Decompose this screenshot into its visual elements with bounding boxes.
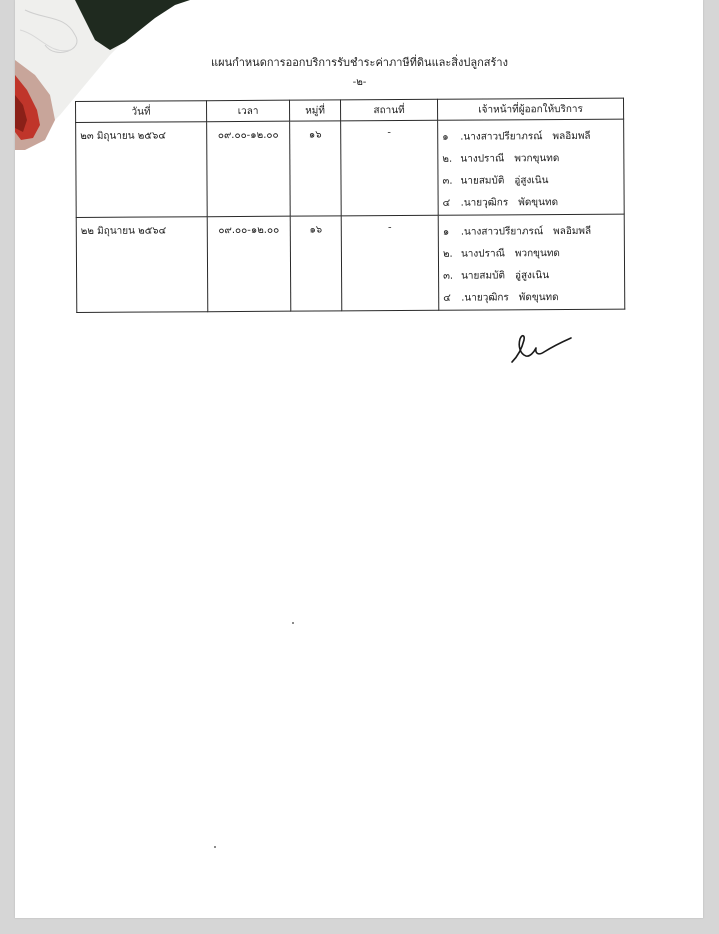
staff-surname: พลอิมพลี <box>552 130 591 143</box>
staff-entry <box>443 287 620 310</box>
staff-entry <box>443 265 620 288</box>
staff-entry <box>443 243 620 266</box>
staff-number: ๓. <box>442 175 453 187</box>
scan-speck <box>214 846 216 848</box>
staff-number: ๔ <box>443 292 451 304</box>
cell-time: ๐๙.๐๐-๑๒.๐๐ <box>207 121 291 217</box>
staff-number: ๔ <box>442 197 451 209</box>
column-header-place: สถานที่ <box>340 99 437 121</box>
staff-name: นางปราณี <box>460 153 505 165</box>
column-header-village: หมู่ที่ <box>289 100 340 121</box>
staff-name: .นางสาวปรียาภรณ์ <box>460 131 543 143</box>
staff-surname: พัดขุนทด <box>518 197 559 209</box>
staff-surname: พวกขุนทด <box>514 153 560 165</box>
column-header-date: วันที่ <box>76 101 207 123</box>
cell-place: - <box>341 120 439 216</box>
column-header-time: เวลา <box>207 100 290 122</box>
staff-surname: พัดขุนทด <box>518 292 559 304</box>
document-title: แผนกำหนดการออกบริการรับชำระค่าภาษีที่ดินและสิ่งปลูกสร้าง <box>211 56 508 69</box>
column-header-staff: เจ้าหน้าที่ผู้ออกให้บริการ <box>437 98 623 120</box>
staff-surname: อู่สูงเนิน <box>514 270 550 282</box>
cell-village: ๑๖ <box>290 121 342 216</box>
page-number: -๒- <box>352 77 367 88</box>
cell-staff <box>438 119 625 215</box>
staff-surname: อู่สูงเนิน <box>514 175 549 187</box>
cell-time: ๐๙.๐๐-๑๒.๐๐ <box>207 216 291 312</box>
cell-date: ๒๓ มิถุนายน ๒๕๖๔ <box>76 122 208 218</box>
staff-number: ๑ <box>442 131 449 143</box>
staff-name: นายสมบัติ <box>461 270 505 282</box>
staff-entry <box>443 192 620 215</box>
cell-date: ๒๒ มิถุนายน ๒๕๖๔ <box>76 217 208 313</box>
staff-entry <box>442 126 619 149</box>
staff-number: ๒. <box>442 153 453 165</box>
staff-name: .นายวุฒิกร <box>460 197 509 209</box>
staff-number: ๒. <box>442 248 453 260</box>
staff-surname: พวกขุนทด <box>514 248 560 260</box>
cell-village: ๑๖ <box>290 216 342 311</box>
staff-number: ๓. <box>443 270 454 282</box>
staff-name: นางปราณี <box>460 248 505 260</box>
scan-speck <box>292 622 294 624</box>
table-row <box>76 214 625 312</box>
staff-surname: พลอิมพลี <box>553 225 592 238</box>
staff-entry <box>443 221 620 244</box>
staff-entry <box>442 148 619 171</box>
staff-name: .นางสาวปรียาภรณ์ <box>460 226 544 238</box>
staff-entry <box>442 170 619 193</box>
cell-staff <box>438 214 625 310</box>
staff-name: .นายวุฒิกร <box>461 292 509 304</box>
staff-number: ๑ <box>442 226 450 238</box>
signature <box>508 330 574 366</box>
staff-name: นายสมบัติ <box>460 175 505 187</box>
table-row <box>76 119 625 217</box>
cell-place: - <box>341 215 439 311</box>
schedule-table <box>75 98 625 313</box>
